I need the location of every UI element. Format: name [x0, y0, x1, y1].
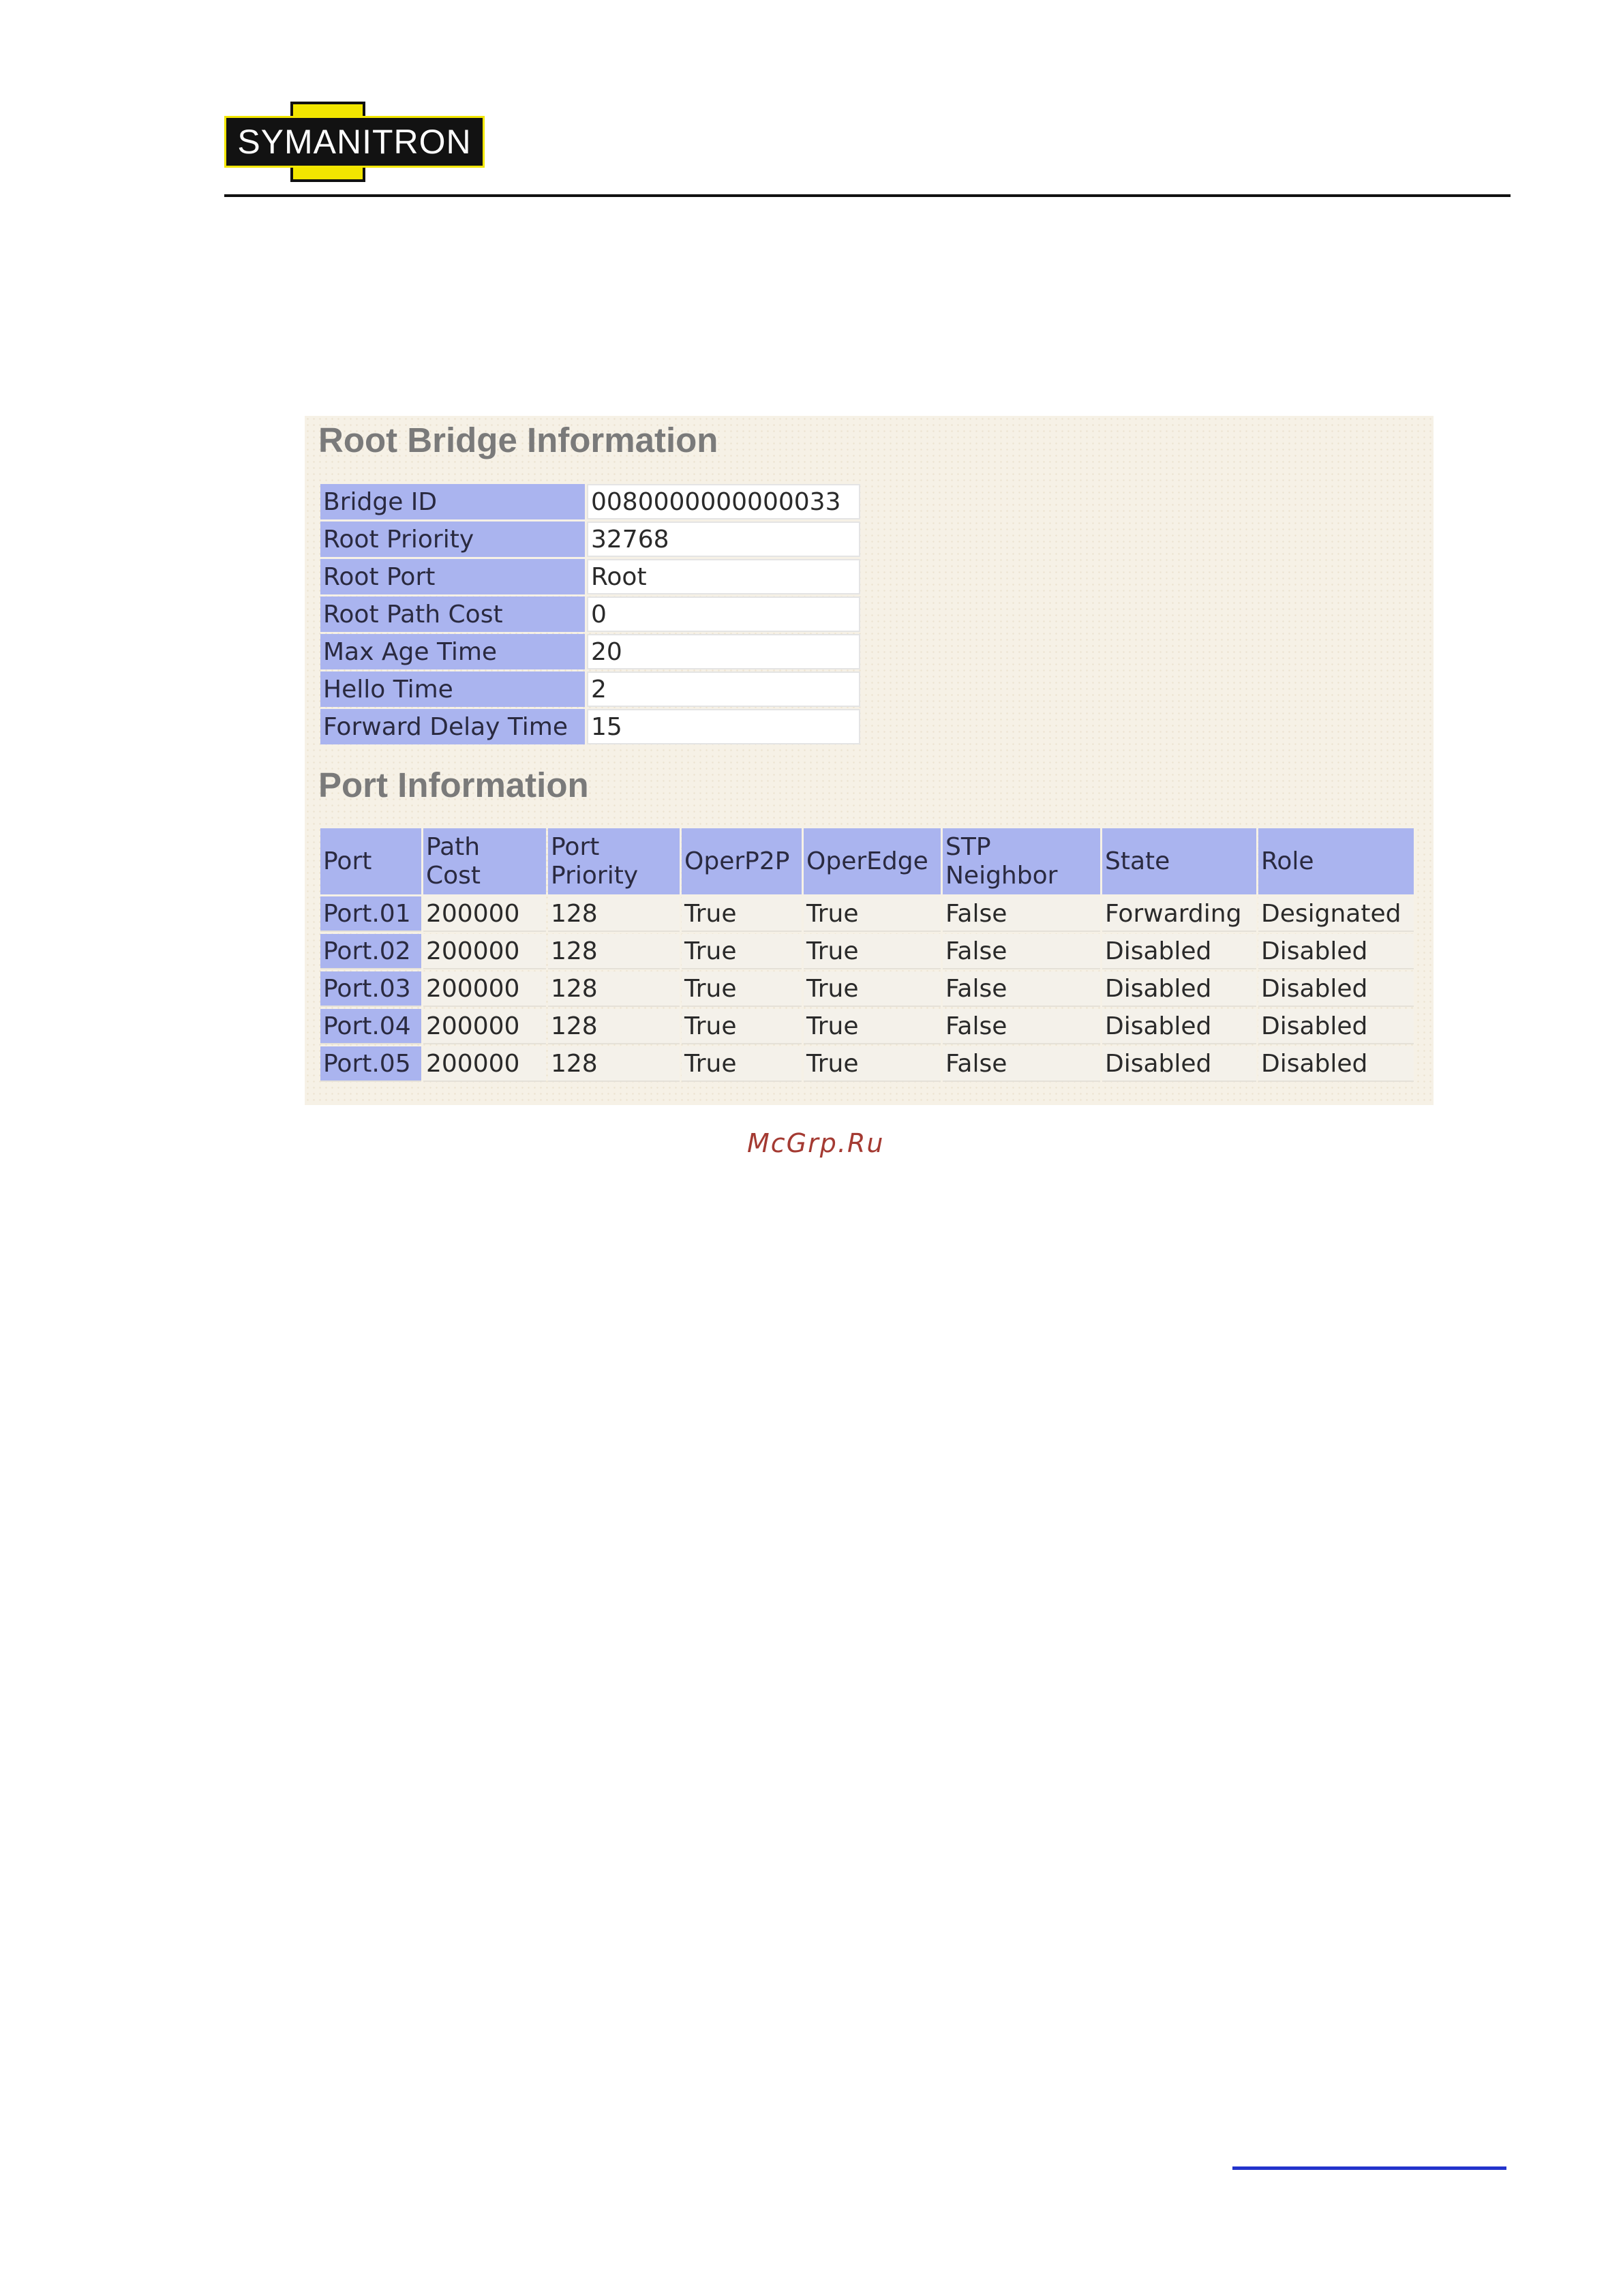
role-cell: Disabled [1258, 1009, 1414, 1044]
footer-link-underline[interactable] [1232, 2166, 1506, 2170]
operp2p-cell: True [682, 934, 802, 969]
port-name-cell: Port.01 [320, 896, 421, 932]
table-row [320, 522, 860, 557]
port-information-table [318, 826, 1416, 1084]
stp-status-panel [305, 416, 1434, 1105]
header-port-priority: Port Priority [548, 828, 680, 894]
state-cell: Disabled [1102, 1046, 1256, 1082]
max-age-time-value: 20 [587, 634, 860, 669]
hello-time-value: 2 [587, 671, 860, 707]
table-row [320, 484, 860, 519]
port-name-cell: Port.04 [320, 1009, 421, 1044]
port-name-cell: Port.05 [320, 1046, 421, 1082]
role-cell: Designated [1258, 896, 1414, 932]
operp2p-cell: True [682, 896, 802, 932]
forward-delay-time-label: Forward Delay Time [320, 709, 585, 744]
stp-neighbor-cell: False [943, 971, 1100, 1007]
state-cell: Disabled [1102, 971, 1256, 1007]
hello-time-label: Hello Time [320, 671, 585, 707]
root-bridge-table [318, 482, 862, 746]
root-bridge-title: Root Bridge Information [318, 421, 718, 459]
table-row [320, 896, 1414, 932]
stp-neighbor-cell: False [943, 934, 1100, 969]
path-cost-cell: 200000 [423, 971, 546, 1007]
port-priority-cell: 128 [548, 896, 680, 932]
operp2p-cell: True [682, 1009, 802, 1044]
root-port-value: Root [587, 559, 860, 594]
header-path-cost: Path Cost [423, 828, 546, 894]
operedge-cell: True [804, 1009, 941, 1044]
table-row [320, 934, 1414, 969]
operedge-cell: True [804, 971, 941, 1007]
port-priority-cell: 128 [548, 1046, 680, 1082]
stp-neighbor-cell: False [943, 1009, 1100, 1044]
operp2p-cell: True [682, 1046, 802, 1082]
port-priority-cell: 128 [548, 1009, 680, 1044]
stp-neighbor-cell: False [943, 1046, 1100, 1082]
operedge-cell: True [804, 896, 941, 932]
symanitron-logo [224, 102, 485, 182]
role-cell: Disabled [1258, 1046, 1414, 1082]
table-row [320, 1009, 1414, 1044]
header-operedge: OperEdge [804, 828, 941, 894]
watermark-text: McGrp.Ru [747, 1128, 885, 1158]
root-path-cost-value: 0 [587, 596, 860, 632]
forward-delay-time-value: 15 [587, 709, 860, 744]
root-priority-label: Root Priority [320, 522, 585, 557]
port-priority-cell: 128 [548, 934, 680, 969]
operp2p-cell: True [682, 971, 802, 1007]
table-row [320, 671, 860, 707]
role-cell: Disabled [1258, 934, 1414, 969]
max-age-time-label: Max Age Time [320, 634, 585, 669]
port-name-cell: Port.02 [320, 934, 421, 969]
table-row [320, 634, 860, 669]
state-cell: Disabled [1102, 1009, 1256, 1044]
logo-wordmark: SYMANITRON [224, 116, 485, 168]
root-priority-value: 32768 [587, 522, 860, 557]
table-row [320, 596, 860, 632]
path-cost-cell: 200000 [423, 1009, 546, 1044]
table-row [320, 971, 1414, 1007]
header-port: Port [320, 828, 421, 894]
port-name-cell: Port.03 [320, 971, 421, 1007]
header-divider [224, 194, 1511, 197]
state-cell: Forwarding [1102, 896, 1256, 932]
path-cost-cell: 200000 [423, 1046, 546, 1082]
table-row [320, 709, 860, 744]
root-port-label: Root Port [320, 559, 585, 594]
port-information-title: Port Information [318, 766, 589, 804]
table-row [320, 559, 860, 594]
operedge-cell: True [804, 934, 941, 969]
operedge-cell: True [804, 1046, 941, 1082]
header-role: Role [1258, 828, 1414, 894]
root-path-cost-label: Root Path Cost [320, 596, 585, 632]
state-cell: Disabled [1102, 934, 1256, 969]
bridge-id-label: Bridge ID [320, 484, 585, 519]
stp-neighbor-cell: False [943, 896, 1100, 932]
bridge-id-value: 0080000000000033 [587, 484, 860, 519]
path-cost-cell: 200000 [423, 896, 546, 932]
table-header-row [320, 828, 1414, 894]
header-state: State [1102, 828, 1256, 894]
table-row [320, 1046, 1414, 1082]
port-priority-cell: 128 [548, 971, 680, 1007]
header-stp-neighbor: STP Neighbor [943, 828, 1100, 894]
role-cell: Disabled [1258, 971, 1414, 1007]
path-cost-cell: 200000 [423, 934, 546, 969]
header-operp2p: OperP2P [682, 828, 802, 894]
